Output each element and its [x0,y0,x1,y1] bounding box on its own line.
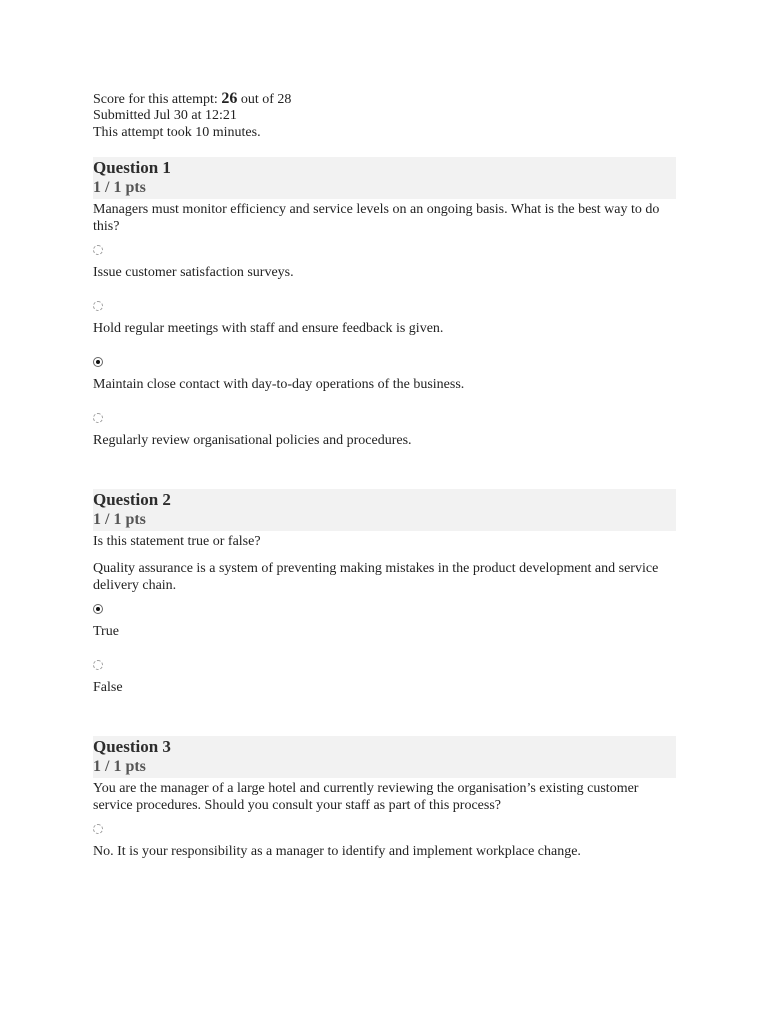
answer-option[interactable] [93,604,676,640]
answer-label: Maintain close contact with day-to-day operations of the business. [93,377,465,392]
answer-option[interactable] [93,660,676,696]
score-prefix: Score for this attempt: [93,92,218,107]
question-prompt: You are the manager of a large hotel and currently reviewing the organisation’s existing customer service procedures. Should you consult your staff as part of this process? [93,781,639,813]
answer-label: True [93,624,119,639]
question-header [93,157,676,199]
question-points: 1 / 1 pts [93,758,146,775]
radio-selected-icon[interactable] [93,604,103,614]
question-header [93,736,676,778]
question-prompt: Is this statement true or false? [93,534,261,549]
radio-unselected-icon[interactable] [93,660,103,670]
question-title: Question 3 [93,737,171,756]
question-header [93,489,676,531]
answer-label: Regularly review organisational policies and procedures. [93,433,412,448]
question-text [93,201,676,235]
score-value: 26 [221,90,238,107]
answer-label: Hold regular meetings with staff and ensure feedback is given. [93,321,444,336]
radio-unselected-icon[interactable] [93,245,103,255]
question-title: Question 2 [93,490,171,509]
question-title: Question 1 [93,158,171,177]
score-line [93,90,676,107]
submitted-date: Submitted Jul 30 at 12:21 [93,108,237,123]
attempt-summary [93,90,676,141]
answer-option[interactable] [93,357,676,393]
answer-option[interactable] [93,245,676,281]
score-total: out of 28 [240,92,292,107]
question-statement: Quality assurance is a system of preventing making mistakes in the product development and service delivery chain. [93,561,659,593]
answer-option[interactable] [93,413,676,449]
attempt-duration: This attempt took 10 minutes. [93,125,261,140]
question-3 [93,736,676,860]
question-points: 1 / 1 pts [93,179,146,196]
radio-unselected-icon[interactable] [93,413,103,423]
answer-label: Issue customer satisfaction surveys. [93,265,294,280]
answer-option[interactable] [93,824,676,860]
answer-option[interactable] [93,301,676,337]
answer-label: False [93,680,123,695]
answer-label: No. It is your responsibility as a manager to identify and implement workplace change. [93,844,581,859]
question-points: 1 / 1 pts [93,511,146,528]
question-text [93,533,676,594]
question-text [93,780,676,814]
radio-unselected-icon[interactable] [93,301,103,311]
question-prompt: Managers must monitor efficiency and service levels on an ongoing basis. What is the best way to do this? [93,202,660,234]
radio-selected-icon[interactable] [93,357,103,367]
question-1 [93,157,676,449]
quiz-results-page [93,90,676,860]
question-2 [93,489,676,696]
radio-unselected-icon[interactable] [93,824,103,834]
